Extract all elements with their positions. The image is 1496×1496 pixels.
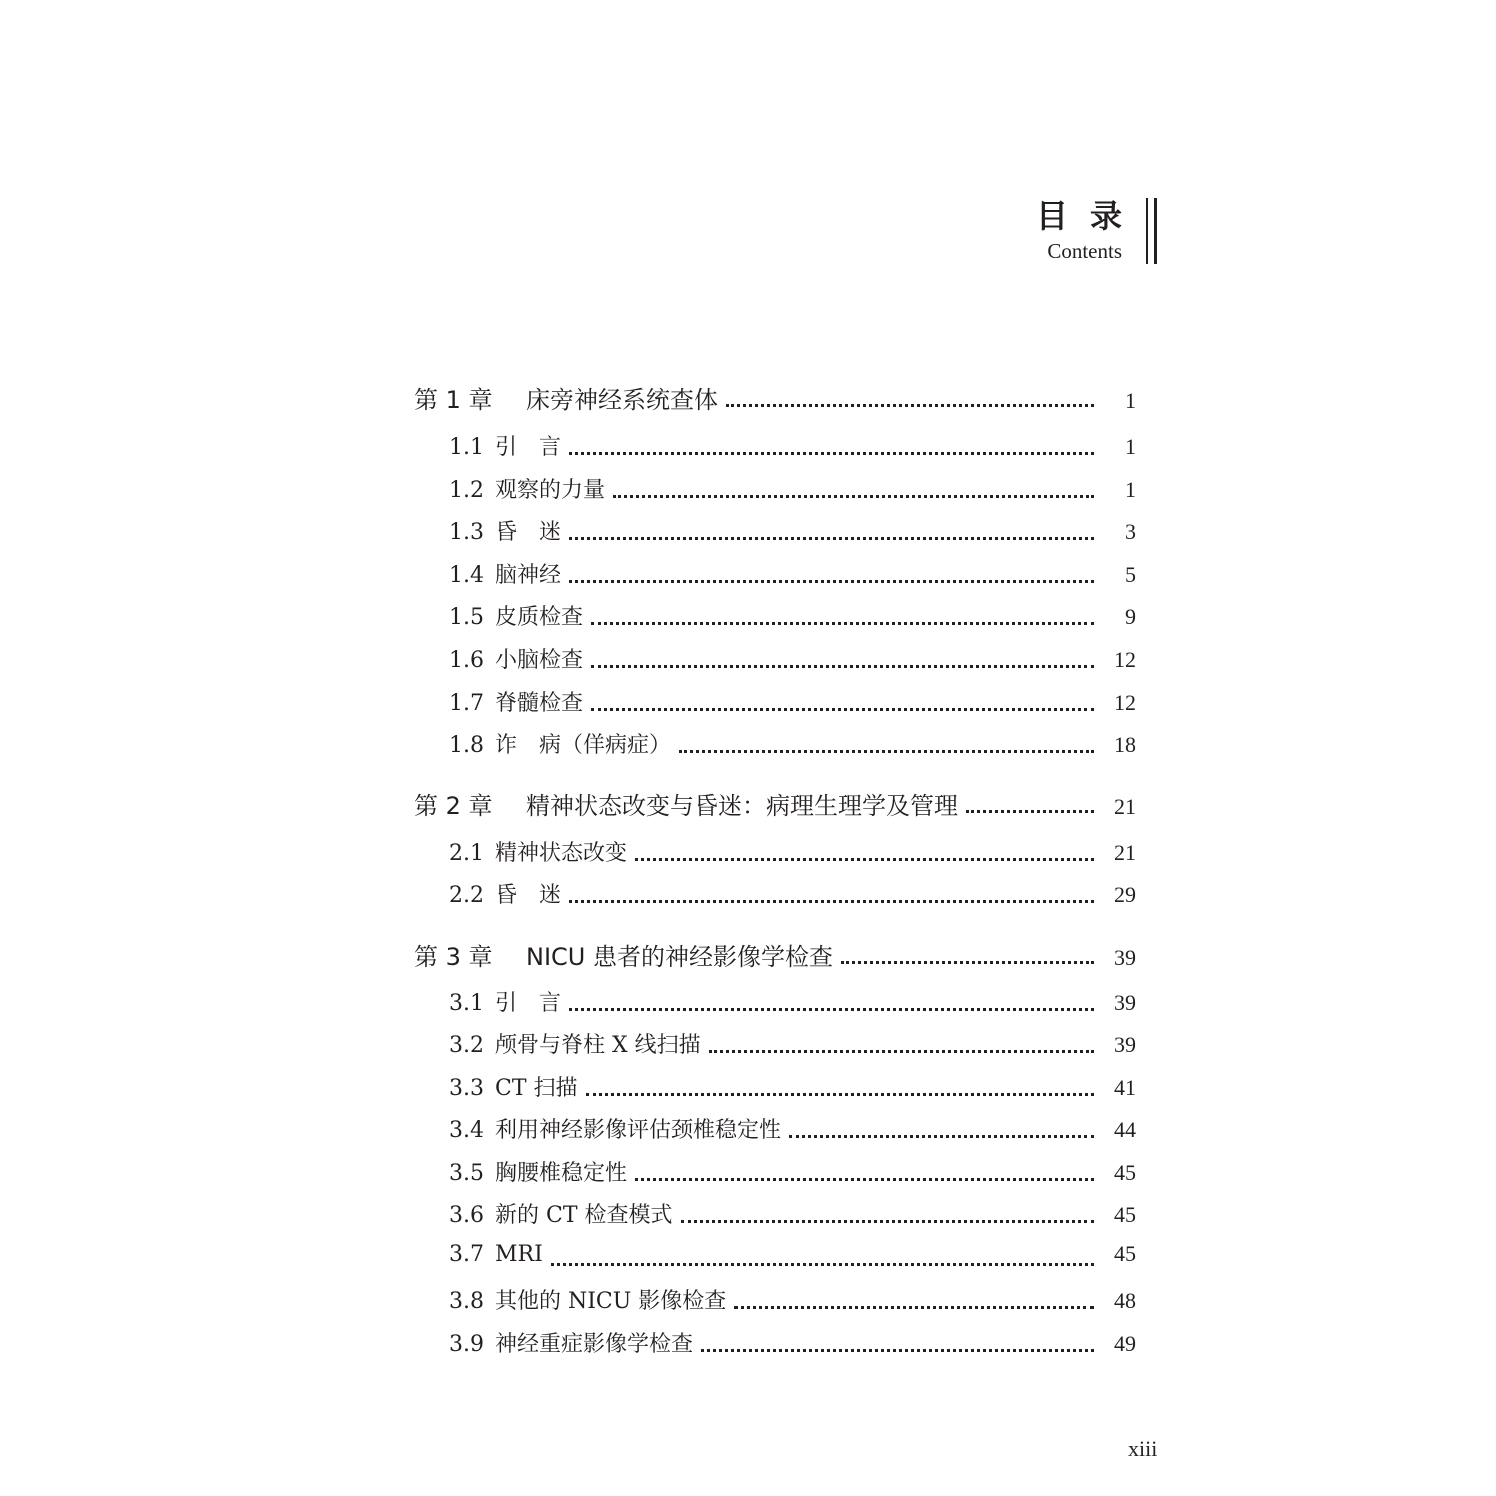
- entry-title: 新的 CT 检查模式: [495, 1203, 673, 1228]
- toc-section-entry[interactable]: [449, 558, 1136, 590]
- toc-section-entry[interactable]: [449, 1241, 1136, 1273]
- entry-number: 1.2: [449, 478, 484, 503]
- entry-title: CT 扫描: [495, 1076, 578, 1101]
- entry-title: 脑神经: [495, 563, 562, 588]
- dot-leader: [679, 750, 1094, 753]
- dot-leader: [635, 858, 1094, 861]
- toc-section-entry[interactable]: [449, 686, 1136, 718]
- toc-section-entry[interactable]: [449, 836, 1136, 868]
- dot-leader: [709, 1050, 1094, 1053]
- entry-page-number: 48: [1114, 1288, 1136, 1313]
- contents-title-cn: 目录: [1035, 197, 1144, 235]
- toc-section-entry[interactable]: [449, 728, 1136, 760]
- entry-page-number: 41: [1114, 1075, 1136, 1100]
- dot-leader: [701, 1349, 1094, 1352]
- entry-title: 其他的 NICU 影像检查: [495, 1289, 727, 1314]
- entry-page-number: 44: [1114, 1117, 1136, 1142]
- entry-title: 胸腰椎稳定性: [495, 1161, 628, 1186]
- entry-title: 小脑检查: [495, 648, 584, 673]
- entry-number: 第 3 章: [414, 943, 493, 971]
- dot-leader: [586, 1093, 1094, 1096]
- entry-number: 2.2: [449, 883, 484, 908]
- entry-page-number: 1: [1125, 477, 1136, 502]
- dot-leader: [789, 1135, 1094, 1138]
- entry-page-number: 39: [1114, 990, 1136, 1015]
- entry-number: 3.8: [449, 1289, 484, 1314]
- toc-chapter-entry[interactable]: [414, 786, 1136, 820]
- page-number: xiii: [1128, 1436, 1158, 1461]
- entry-title: 床旁神经系统查体: [526, 386, 718, 414]
- entry-number: 第 1 章: [414, 386, 493, 414]
- entry-number: 3.4: [449, 1118, 484, 1143]
- toc-chapter-entry[interactable]: [414, 380, 1136, 414]
- dot-leader: [681, 1220, 1095, 1223]
- entry-title: 精神状态改变: [495, 841, 628, 866]
- dot-leader: [569, 900, 1094, 903]
- entry-number: 3.5: [449, 1161, 484, 1186]
- dot-leader: [551, 1263, 1094, 1266]
- entry-title: 神经重症影像学检查: [495, 1332, 694, 1357]
- toc-section-entry[interactable]: [449, 1113, 1136, 1145]
- entry-number: 1.1: [449, 435, 484, 460]
- entry-page-number: 39: [1114, 1032, 1136, 1057]
- entry-page-number: 12: [1114, 690, 1136, 715]
- entry-title: 昏 迷: [495, 883, 562, 908]
- entry-number: 1.3: [449, 520, 484, 545]
- entry-page-number: 5: [1125, 562, 1136, 587]
- toc-section-entry[interactable]: [449, 1327, 1136, 1359]
- toc-section-entry[interactable]: [449, 1028, 1136, 1060]
- toc-section-entry[interactable]: [449, 473, 1136, 505]
- entry-number: 1.6: [449, 648, 484, 673]
- entry-page-number: 29: [1114, 882, 1136, 907]
- entry-title: 引 言: [495, 435, 562, 460]
- entry-page-number: 21: [1114, 794, 1136, 819]
- entry-number: 3.1: [449, 991, 484, 1016]
- entry-title: 精神状态改变与昏迷：病理生理学及管理: [526, 792, 958, 820]
- dot-leader: [841, 961, 1094, 964]
- entry-page-number: 49: [1114, 1331, 1136, 1356]
- entry-page-number: 45: [1114, 1160, 1136, 1185]
- toc-section-entry[interactable]: [449, 1156, 1136, 1188]
- dot-leader: [635, 1178, 1094, 1181]
- entry-page-number: 39: [1114, 945, 1136, 970]
- entry-number: 3.6: [449, 1203, 484, 1228]
- dot-leader: [569, 1008, 1094, 1011]
- dot-leader: [591, 622, 1094, 625]
- entry-page-number: 1: [1125, 434, 1136, 459]
- contents-title-en: Contents: [1047, 239, 1122, 263]
- toc-section-entry[interactable]: [449, 430, 1136, 462]
- entry-title: MRI: [495, 1242, 543, 1267]
- entry-number: 1.4: [449, 563, 484, 588]
- entry-number: 1.5: [449, 605, 484, 630]
- toc-section-entry[interactable]: [449, 1071, 1136, 1103]
- entry-number: 第 2 章: [414, 792, 493, 820]
- dot-leader: [591, 665, 1094, 668]
- entry-number: 1.8: [449, 733, 484, 758]
- toc-section-entry[interactable]: [449, 600, 1136, 632]
- entry-title: 观察的力量: [495, 478, 606, 503]
- dot-leader: [591, 708, 1094, 711]
- entry-number: 3.7: [449, 1242, 484, 1267]
- toc-section-entry[interactable]: [449, 986, 1136, 1018]
- entry-number: 3.3: [449, 1076, 484, 1101]
- entry-page-number: 18: [1114, 732, 1136, 757]
- entry-page-number: 21: [1114, 840, 1136, 865]
- toc-section-entry[interactable]: [449, 643, 1136, 675]
- entry-page-number: 3: [1125, 519, 1136, 544]
- entry-title: 皮质检查: [495, 605, 584, 630]
- dot-leader: [569, 452, 1094, 455]
- dot-leader: [569, 537, 1094, 540]
- entry-title: 昏 迷: [495, 520, 562, 545]
- entry-title: 颅骨与脊柱 X 线扫描: [495, 1033, 701, 1058]
- entry-title: 利用神经影像评估颈椎稳定性: [495, 1118, 782, 1143]
- toc-section-entry[interactable]: [449, 1284, 1136, 1316]
- entry-page-number: 9: [1125, 604, 1136, 629]
- entry-number: 3.9: [449, 1332, 484, 1357]
- toc-section-entry[interactable]: [449, 515, 1136, 547]
- toc-chapter-entry[interactable]: [414, 937, 1136, 971]
- dot-leader: [613, 495, 1094, 498]
- toc-section-entry[interactable]: [449, 878, 1136, 910]
- entry-page-number: 45: [1114, 1241, 1136, 1266]
- entry-number: 1.7: [449, 691, 484, 716]
- entry-title: 脊髓检查: [495, 691, 584, 716]
- entry-page-number: 12: [1114, 647, 1136, 672]
- entry-title: 引 言: [495, 991, 562, 1016]
- entry-title: 诈 病（佯病症）: [495, 733, 672, 758]
- dot-leader: [726, 404, 1094, 407]
- entry-number: 2.1: [449, 841, 484, 866]
- dot-leader: [569, 580, 1094, 583]
- dot-leader: [734, 1306, 1094, 1309]
- toc-section-entry[interactable]: [449, 1198, 1136, 1230]
- entry-number: 3.2: [449, 1033, 484, 1058]
- entry-title: NICU 患者的神经影像学检查: [526, 943, 833, 971]
- entry-page-number: 1: [1125, 388, 1136, 413]
- dot-leader: [966, 810, 1094, 813]
- entry-page-number: 45: [1114, 1202, 1136, 1227]
